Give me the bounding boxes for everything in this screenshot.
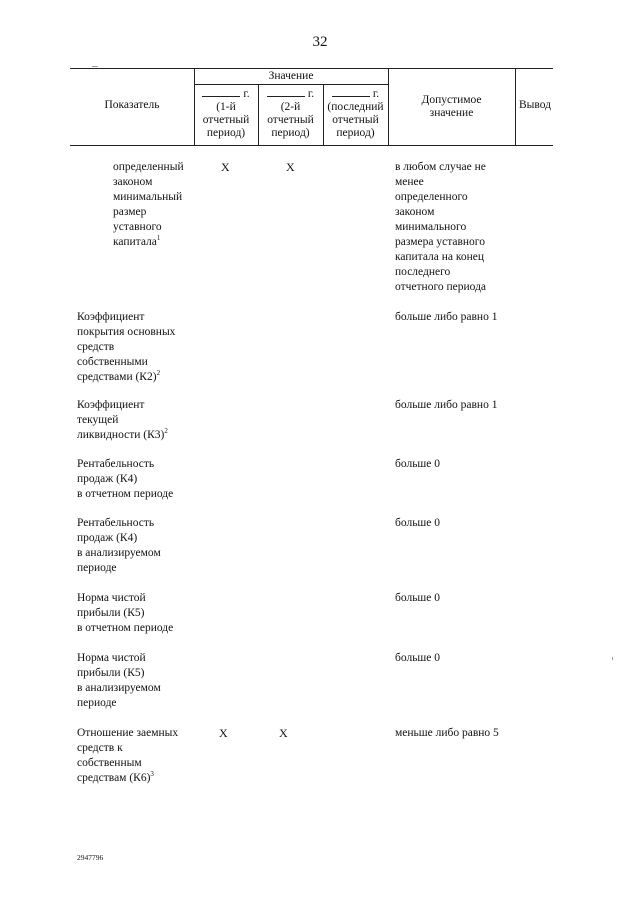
year-blank (332, 87, 370, 97)
row-0-allowed: в любом случае не менее определенного законом минимального размера уставного капитала на конец последнего отчетного периода (395, 161, 487, 293)
scan-speck (92, 66, 98, 67)
row-7-period-2: Х (279, 726, 288, 740)
row-2-allowed: больше либо равно 1 (395, 399, 498, 411)
table-header-bottom-border (70, 145, 553, 146)
row-1-allowed: больше либо равно 1 (395, 311, 498, 323)
document-code: 2947796 (77, 853, 104, 862)
header-conclusion: Вывод (518, 99, 552, 111)
footnote-mark: 2 (164, 427, 168, 436)
row-2-indicator: Коэффициент текущей ликвидности $(К3)^2$ (77, 399, 168, 441)
row-4-indicator: Рентабельность продаж (К4) в анализируемом периоде (77, 517, 161, 574)
row-3-indicator: Рентабельность продаж (К4) в отчетном периоде (77, 458, 174, 500)
scan-speck (612, 657, 613, 660)
table-top-border (70, 68, 553, 69)
row-6-indicator: Норма чистой прибыли (К5) в анализируемом периоде (77, 652, 161, 709)
header-allowed-value: Допустимое значение (421, 94, 482, 119)
row-1-indicator: Коэффициент покрытия основных средств собственными средствами $(К2)^2$ (77, 311, 176, 383)
value-group-divider (194, 84, 388, 85)
row-3-allowed: больше 0 (395, 458, 441, 470)
year-blank (267, 87, 305, 97)
row-7-allowed: меньше либо равно 5 (395, 727, 499, 739)
row-7-indicator: Отношение заемных средств к собственным средствам $(К6)^3$ (77, 727, 179, 784)
header-value-group: Значение (268, 70, 314, 82)
row-5-indicator: Норма чистой прибыли (К5) в отчетном периоде (77, 592, 174, 634)
header-period-1: г. (1-й отчетный период) (202, 88, 250, 139)
header-indicator: Показатель (104, 99, 160, 111)
page-number: 32 (312, 34, 328, 50)
row-6-allowed: больше 0 (395, 652, 441, 664)
header-period-2: г. (2-й отчетный период) (267, 88, 315, 139)
row-0-period-1: Х (221, 160, 230, 174)
header-period-3: г. (последний отчетный период) (327, 88, 384, 139)
row-5-allowed: больше 0 (395, 592, 441, 604)
row-0-period-2: Х (286, 160, 295, 174)
footnote-mark: 2 (156, 369, 161, 378)
row-4-allowed: больше 0 (395, 517, 441, 529)
footnote-mark: 3 (150, 770, 154, 779)
row-0-indicator: определенный законом минимальный размер уставного капитала$^1$ (113, 161, 184, 248)
footnote-mark: 1 (156, 234, 161, 243)
row-7-period-1: Х (219, 726, 228, 740)
year-blank (202, 87, 240, 97)
